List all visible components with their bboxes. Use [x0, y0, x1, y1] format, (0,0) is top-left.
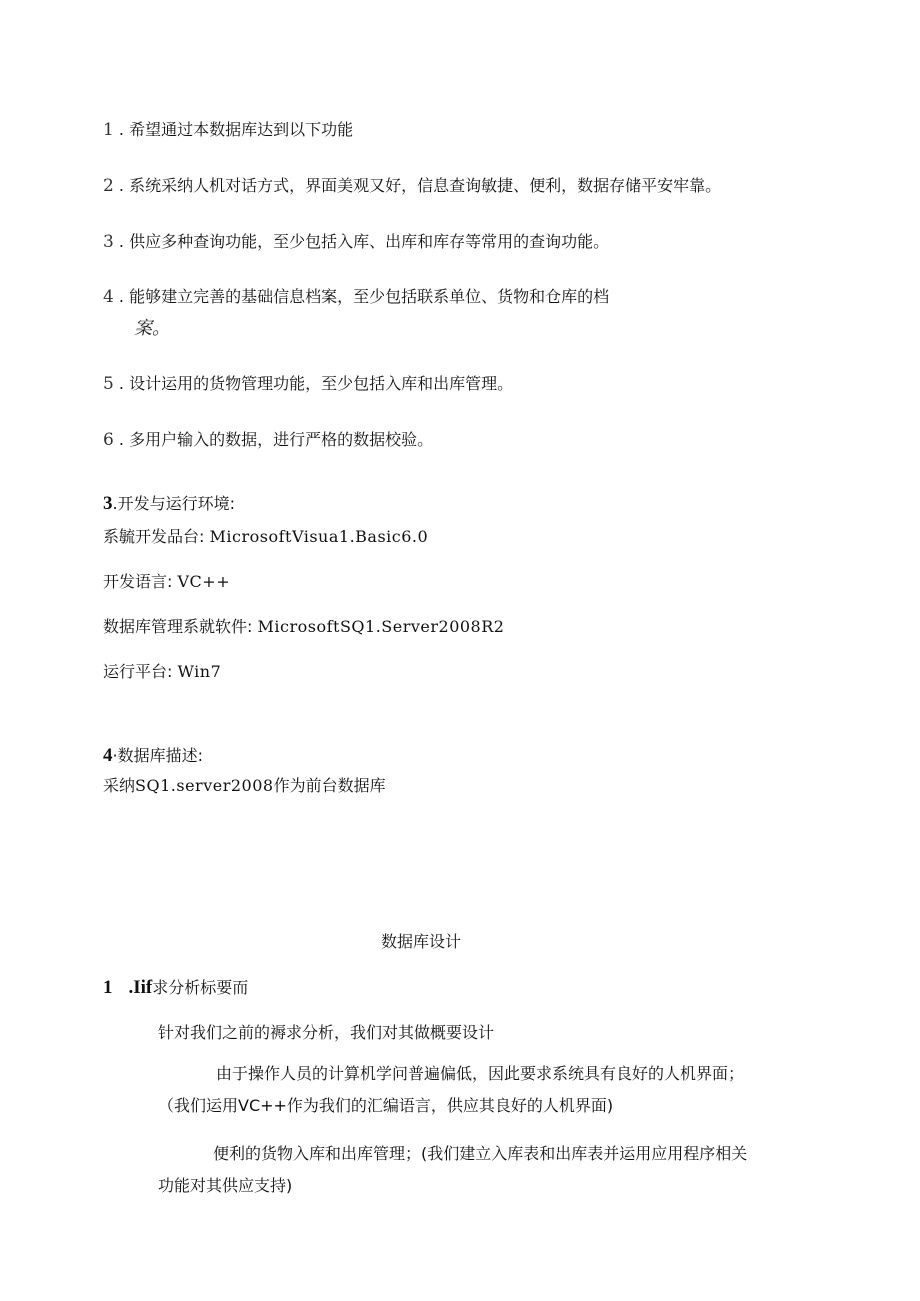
section-title: .开发与运行环境: [112, 494, 235, 513]
section-3-heading [103, 491, 235, 515]
item-text: . 希望通过本数据库达到以下功能 [118, 120, 354, 139]
item-number: 1 [103, 120, 114, 140]
requirement-item-4 [103, 284, 609, 307]
item-text: . 系统采纳人机对话方式，界面美观又好，信息查询敏捷、便利，数据存储平安牢靠。 [118, 176, 722, 195]
requirement-item-3 [103, 229, 609, 252]
subheading-text: 求分析标要而 [152, 978, 249, 997]
requirement-item-4-continuation: 案。 [134, 318, 170, 339]
design-paragraph-2: 便利的货物入库和出库管理；(我们建立入库表和出库表并运用应用程序相关功能对其供应支持) [158, 1144, 748, 1195]
env-item-dbms [103, 614, 504, 637]
item-number: 6 [103, 430, 114, 450]
subheading-bold: .Iif [128, 977, 153, 998]
env-label: 数据库管理系就软件: [103, 617, 253, 636]
item-text: . 供应多种查询功能，至少包括入库、出库和库存等常用的查询功能。 [118, 232, 610, 251]
item-text: . 多用户输入的数据，进行严格的数据校验。 [118, 430, 434, 449]
design-paragraph-1: 由于操作人员的计算机学问普遍偏低，因此要求系统具有良好的人机界面；（我们运用VC++作为我们的汇编语言，供应其良好的人机界面) [158, 1064, 745, 1115]
requirement-item-6 [103, 427, 433, 450]
requirement-item-1 [103, 117, 353, 140]
design-subheading [103, 975, 248, 999]
env-value: VC++ [177, 572, 231, 591]
item-number: 5 [103, 374, 114, 394]
env-label: 运行平台: [103, 662, 173, 681]
env-label: 开发语言: [103, 572, 173, 591]
env-value: MicrosoftVisua1.Basic6.0 [209, 527, 429, 546]
subheading-number: 1 [103, 977, 113, 998]
body-part-a: 采纳 [103, 776, 136, 795]
item-text: . 设计运用的货物管理功能，至少包括入库和出库管理。 [118, 374, 514, 393]
env-value: MicrosoftSQ1.Server2008R2 [257, 617, 505, 636]
design-intro: 针对我们之前的褥求分析，我们对其做概要设计 [158, 1023, 495, 1042]
env-item-os [103, 659, 221, 682]
item-number: 3 [103, 232, 114, 252]
body-part-c: 作为前台数据库 [273, 776, 386, 795]
env-item-platform [103, 524, 428, 547]
item-number: 2 [103, 176, 114, 196]
requirement-item-2 [103, 173, 721, 196]
env-value: Win7 [177, 662, 222, 681]
item-text: . 能够建立完善的基础信息档案，至少包括联系单位、货物和仓库的档 [118, 287, 610, 306]
section-number: 4 [103, 745, 113, 766]
item-number: 4 [103, 287, 114, 307]
env-item-language [103, 569, 230, 592]
requirement-item-5 [103, 371, 513, 394]
section-number: 3 [103, 493, 113, 514]
section-4-heading [103, 743, 203, 767]
design-title: 数据库设计 [381, 932, 462, 951]
section-title: ·数据库描述: [112, 746, 203, 765]
env-label: 系毓开发品台: [103, 527, 205, 546]
section-4-body [103, 773, 386, 796]
body-part-b: SQ1.server2008 [135, 776, 274, 795]
